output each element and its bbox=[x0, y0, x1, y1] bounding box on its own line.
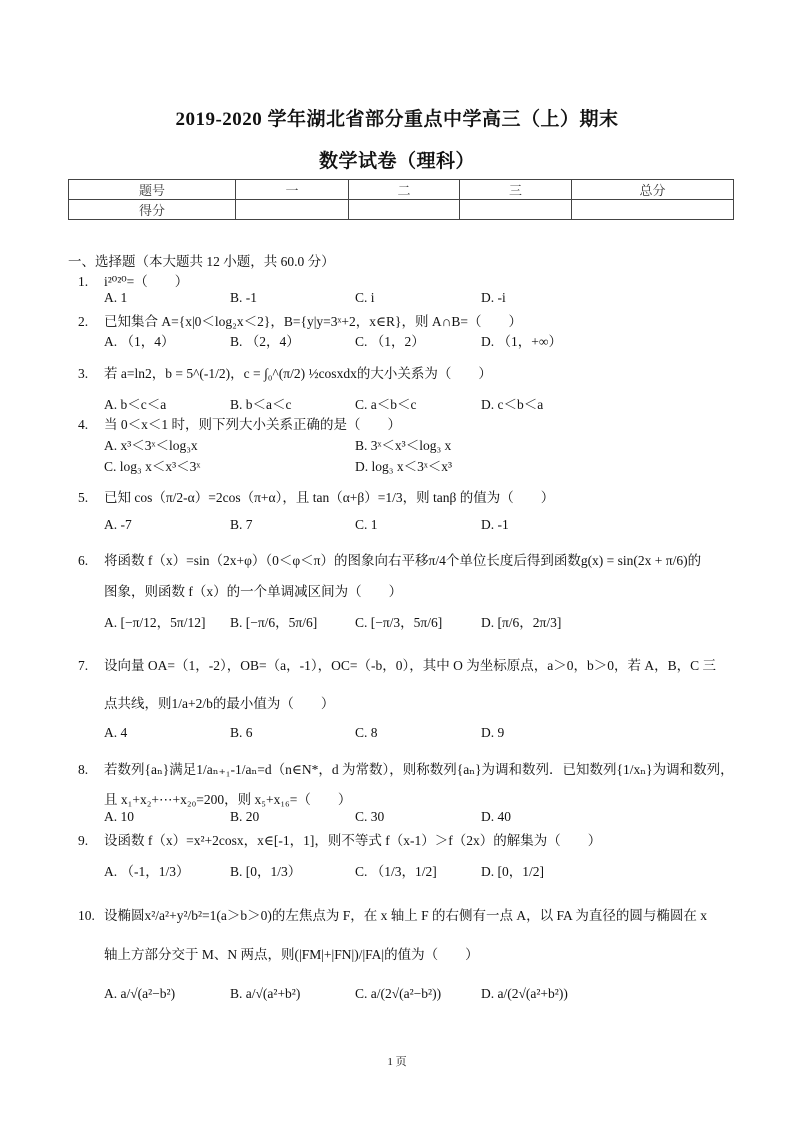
option-c: C. a/(2√(a²−b²)) bbox=[355, 986, 442, 1001]
question-number: 6. bbox=[78, 553, 89, 568]
question-number: 1. bbox=[78, 274, 89, 289]
table-cell: 题号 bbox=[69, 180, 236, 200]
question-text: i²⁰²⁰=（ ） bbox=[104, 274, 189, 289]
question-number: 2. bbox=[78, 314, 89, 329]
table-row bbox=[69, 180, 734, 200]
option-a: A. [−π/12，5π/12] bbox=[104, 615, 206, 630]
option-a: A. （-1，1/3） bbox=[104, 864, 190, 879]
option-b: B. [−π/6，5π/6] bbox=[230, 615, 318, 630]
table-cell bbox=[236, 200, 349, 220]
table-cell: 二 bbox=[349, 180, 460, 200]
option-b: B. 20 bbox=[230, 809, 260, 824]
table-cell bbox=[349, 200, 460, 220]
table-cell: 总分 bbox=[572, 180, 734, 200]
table-cell bbox=[460, 200, 572, 220]
question-number: 10. bbox=[78, 908, 95, 923]
question-stem bbox=[78, 829, 601, 849]
option-c: C. [−π/3，5π/6] bbox=[355, 615, 443, 630]
table-cell: 得分 bbox=[69, 200, 236, 220]
question-stem bbox=[78, 904, 707, 924]
table-cell bbox=[572, 200, 734, 220]
question-number: 9. bbox=[78, 833, 89, 848]
option-c: C. i bbox=[355, 290, 375, 305]
question-text-continued: 且 x₁+x₂+⋯+x₂₀=200，则 x₅+x₁₆=（ ） bbox=[104, 792, 352, 807]
question-text: 设向量 OA=（1，-2），OB=（a，-1），OC=（-b，0），其中 O 为坐标原点，a＞0，b＞0，若 A，B，C 三 bbox=[104, 658, 716, 673]
question-stem bbox=[78, 270, 188, 290]
table-cell: 三 bbox=[460, 180, 572, 200]
question-text: 已知集合 A={x|0＜log₂x＜2}，B={y|y=3ˣ+2，x∈R}，则 A∩B=（ ） bbox=[104, 314, 523, 329]
exam-title: 2019-2020 学年湖北省部分重点中学高三（上）期末 bbox=[175, 109, 619, 130]
option-b: B. 7 bbox=[230, 517, 253, 532]
option-c: C. 30 bbox=[355, 809, 385, 824]
question-number: 5. bbox=[78, 490, 89, 505]
option-b: B. （2，4） bbox=[230, 334, 300, 349]
option-a: A. -7 bbox=[104, 517, 132, 532]
option-d: D. a/(2√(a²+b²)) bbox=[481, 986, 568, 1001]
option-b: B. 3ˣ＜x³＜log₃ x bbox=[355, 438, 452, 453]
option-b: B. a/√(a²+b²) bbox=[230, 986, 301, 1001]
option-d: D. （1，+∞） bbox=[481, 334, 562, 349]
question-stem bbox=[78, 654, 716, 674]
option-a: A. 10 bbox=[104, 809, 134, 824]
page-number: 1 页 bbox=[387, 1056, 407, 1068]
option-d: D. 40 bbox=[481, 809, 511, 824]
question-number: 8. bbox=[78, 762, 89, 777]
table-cell: 一 bbox=[236, 180, 349, 200]
question-number: 3. bbox=[78, 366, 89, 381]
question-text: 将函数 f（x）=sin（2x+φ）（0＜φ＜π）的图象向右平移π/4个单位长度后得到函数g(x) = sin(2x + π/6)的 bbox=[104, 553, 702, 568]
question-text: 设椭圆x²/a²+y²/b²=1(a＞b＞0)的左焦点为 F，在 x 轴上 F 的右侧有一点 A，以 FA 为直径的圆与椭圆在 x bbox=[104, 908, 708, 923]
option-a: A. 1 bbox=[104, 290, 128, 305]
section-heading: 一、选择题（本大题共 12 小题，共 60.0 分） bbox=[68, 254, 335, 269]
option-a: A. a/√(a²−b²) bbox=[104, 986, 176, 1001]
question-stem bbox=[78, 310, 522, 330]
option-a: A. 4 bbox=[104, 725, 128, 740]
question-number: 4. bbox=[78, 417, 89, 432]
option-a: A. （1，4） bbox=[104, 334, 175, 349]
question-stem bbox=[78, 486, 554, 506]
question-text: 若 a=ln2，b = 5^(-1/2)，c = ∫₀^(π/2) ½cosxdx的大小关系为（ ） bbox=[104, 366, 492, 381]
option-d: D. [0，1/2] bbox=[481, 864, 544, 879]
option-a: A. b＜c＜a bbox=[104, 397, 167, 412]
option-a: A. x³＜3ˣ＜log₃x bbox=[104, 438, 198, 453]
question-stem bbox=[78, 758, 734, 778]
option-d: D. 9 bbox=[481, 725, 505, 740]
question-number: 7. bbox=[78, 658, 89, 673]
option-d: D. log₃ x＜3ˣ＜x³ bbox=[355, 459, 453, 474]
option-b: B. -1 bbox=[230, 290, 257, 305]
question-stem bbox=[78, 362, 492, 382]
option-d: D. c＜b＜a bbox=[481, 397, 544, 412]
question-text-continued: 轴上方部分交于 M、N 两点，则(|FM|+|FN|)/|FA|的值为（ ） bbox=[104, 947, 479, 962]
option-c: C. log₃ x＜x³＜3ˣ bbox=[104, 459, 201, 474]
option-c: C. 1 bbox=[355, 517, 378, 532]
question-text: 已知 cos（π/2-α）=2cos（π+α），且 tan（α+β）=1/3，则 tanβ 的值为（ ） bbox=[104, 490, 555, 505]
question-stem bbox=[78, 413, 401, 433]
option-b: B. 6 bbox=[230, 725, 253, 740]
question-text: 当 0＜x＜1 时，则下列大小关系正确的是（ ） bbox=[104, 417, 401, 432]
option-c: C. （1，2） bbox=[355, 334, 425, 349]
question-text-continued: 图象，则函数 f（x）的一个单调减区间为（ ） bbox=[104, 584, 403, 599]
question-text: 若数列{aₙ}满足1/aₙ₊₁-1/aₙ=d（n∈N*，d 为常数），则称数列{aₙ}为调和数列．已知数列{1/xₙ}为调和数列， bbox=[104, 762, 734, 777]
option-d: D. -1 bbox=[481, 517, 509, 532]
option-b: B. b＜a＜c bbox=[230, 397, 292, 412]
option-b: B. [0，1/3） bbox=[230, 864, 302, 879]
option-c: C. （1/3，1/2] bbox=[355, 864, 437, 879]
option-d: D. -i bbox=[481, 290, 506, 305]
table-row bbox=[69, 200, 734, 220]
exam-subtitle: 数学试卷（理科） bbox=[318, 151, 475, 172]
question-text: 设函数 f（x）=x²+2cosx，x∈[-1，1]，则不等式 f（x-1）＞f（2x）的解集为（ ） bbox=[104, 833, 602, 848]
option-d: D. [π/6，2π/3] bbox=[481, 615, 562, 630]
question-stem bbox=[78, 549, 701, 569]
score-table bbox=[68, 179, 734, 220]
question-text-continued: 点共线，则1/a+2/b的最小值为（ ） bbox=[104, 696, 335, 711]
option-c: C. 8 bbox=[355, 725, 378, 740]
option-c: C. a＜b＜c bbox=[355, 397, 417, 412]
